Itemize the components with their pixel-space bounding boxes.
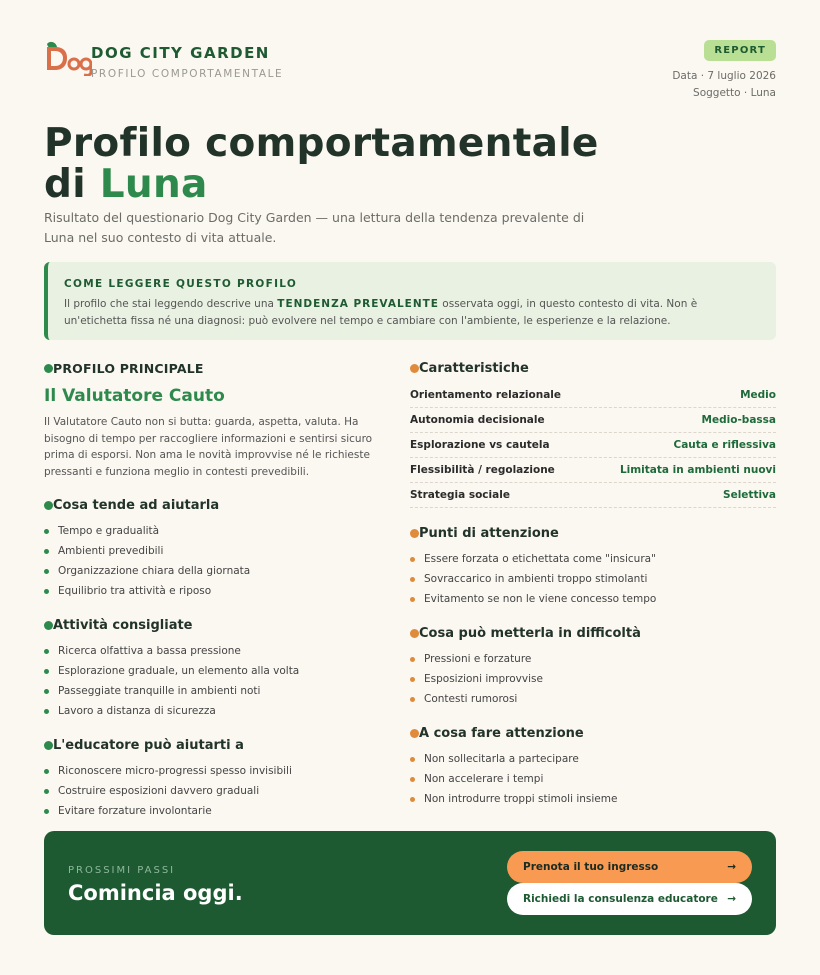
dog-name: Luna: [99, 162, 208, 207]
trait-row: [410, 433, 776, 458]
attention-list: [410, 549, 776, 609]
list-item: Tempo e gradualità: [44, 521, 394, 541]
trait-row: [410, 408, 776, 433]
reading-guide-emphasis: TENDENZA PREVALENTE: [277, 298, 439, 310]
profile-description: Il Valutatore Cauto non si butta: guarda, aspetta, valuta. Ha bisogno di tempo per raccogliere informazioni e sentirsi sicuro prima di esporsi. Non ama le novità improvvise né le richieste pressanti e funziona meglio in contesti prevedibili.: [44, 416, 373, 478]
trait-value: Limitata in ambienti nuovi: [619, 464, 776, 476]
list-item: Equilibrio tra attività e riposo: [44, 581, 394, 601]
trait-value: Medio: [740, 389, 776, 401]
list-item: Organizzazione chiara della giornata: [44, 561, 394, 581]
page-title: [44, 123, 599, 205]
list-item: Evitamento se non le viene concesso tempo: [410, 589, 776, 609]
list-item: Non accelerare i tempi: [410, 769, 776, 789]
title-line1: Profilo comportamentale: [44, 121, 599, 166]
list-item: Pressioni e forzature: [410, 649, 776, 669]
activities-heading: Attività consigliate: [44, 617, 394, 633]
trait-value: Medio-bassa: [701, 414, 776, 426]
reading-guide-title: COME LEGGERE QUESTO PROFILO: [64, 278, 298, 290]
bullet-dot-icon: [44, 621, 53, 630]
list-item: Sovraccarico in ambienti troppo stimolanti: [410, 569, 776, 589]
bullet-dot-icon: [410, 364, 419, 373]
trait-value: Cauta e riflessiva: [673, 439, 776, 451]
trait-label: Autonomia decisionale: [410, 414, 545, 426]
trait-row: [410, 383, 776, 408]
trait-row: [410, 458, 776, 483]
dog-logo-icon: [44, 40, 92, 76]
page-subtitle: Risultato del questionario Dog City Garden — una lettura della tendenza prevalente di Luna nel suo contesto di vita attuale.: [44, 210, 585, 245]
trait-label: Strategia sociale: [410, 489, 510, 501]
report-date: Data · 7 luglio 2026: [672, 70, 776, 82]
bullet-dot-icon: [44, 501, 53, 510]
request-consultation-button[interactable]: [507, 883, 752, 915]
trait-label: Flessibilità / regolazione: [410, 464, 555, 476]
profile-name: Il Valutatore Cauto: [44, 386, 225, 406]
careful-heading: A cosa fare attenzione: [410, 725, 776, 741]
list-item: Passeggiate tranquille in ambienti noti: [44, 681, 394, 701]
report-subject: Soggetto · Luna: [693, 87, 776, 99]
attention-heading: Punti di attenzione: [410, 525, 776, 541]
list-item: Ambienti prevedibili: [44, 541, 394, 561]
list-item: Esposizioni improvvise: [410, 669, 776, 689]
bullet-dot-icon: [410, 729, 419, 738]
arrow-right-icon: →: [727, 893, 736, 905]
trait-row: [410, 483, 776, 508]
book-entry-button[interactable]: [507, 851, 752, 883]
educator-list: [44, 761, 394, 821]
list-item: Evitare forzature involontarie: [44, 801, 394, 821]
reading-guide-text: Il profilo che stai leggendo descrive una TENDENZA PREVALENTE osservata oggi, in questo contesto di vita. Non è un'etichetta fissa né una diagnosi: può evolvere nel tempo e cambiare con l'ambiente, le esperienze e la relazione.: [64, 298, 698, 327]
brand-name: DOG CITY GARDEN: [91, 44, 270, 62]
trait-value: Selettiva: [723, 489, 776, 501]
trait-label: Orientamento relazionale: [410, 389, 562, 401]
difficulty-heading: Cosa può metterla in difficoltà: [410, 625, 776, 641]
list-item: Non sollecitarla a partecipare: [410, 749, 776, 769]
next-steps-banner: [44, 831, 776, 935]
list-item: Ricerca olfattiva a bassa pressione: [44, 641, 394, 661]
list-item: Riconoscere micro-progressi spesso invisibili: [44, 761, 394, 781]
helps-list: [44, 521, 394, 601]
brand-subtitle: PROFILO COMPORTAMENTALE: [91, 68, 284, 80]
book-entry-label: Prenota il tuo ingresso: [523, 861, 659, 873]
bullet-dot-icon: [410, 529, 419, 538]
title-line2-prefix: di: [44, 162, 100, 207]
report-header: [44, 40, 776, 104]
cta-kicker: PROSSIMI PASSI: [68, 865, 176, 876]
traits-table: [410, 383, 776, 508]
right-column: [410, 360, 776, 809]
trait-label: Esplorazione vs cautela: [410, 439, 550, 451]
report-badge: REPORT: [704, 40, 776, 61]
list-item: Esplorazione graduale, un elemento alla volta: [44, 661, 394, 681]
bullet-dot-icon: [410, 629, 419, 638]
activities-list: [44, 641, 394, 721]
helps-heading: Cosa tende ad aiutarla: [44, 497, 394, 513]
main-profile-heading: PROFILO PRINCIPALE: [44, 360, 394, 376]
list-item: Lavoro a distanza di sicurezza: [44, 701, 394, 721]
bullet-dot-icon: [44, 364, 53, 373]
educator-heading: L'educatore può aiutarti a: [44, 737, 394, 753]
list-item: Non introdurre troppi stimoli insieme: [410, 789, 776, 809]
list-item: Essere forzata o etichettata come "insicura": [410, 549, 776, 569]
request-consultation-label: Richiedi la consulenza educatore: [523, 893, 718, 905]
cta-title: Comincia oggi.: [68, 881, 243, 905]
careful-list: [410, 749, 776, 809]
reading-guide-box: [44, 262, 776, 340]
arrow-right-icon: →: [727, 861, 736, 873]
list-item: Contesti rumorosi: [410, 689, 776, 709]
list-item: Costruire esposizioni davvero graduali: [44, 781, 394, 801]
left-column: [44, 360, 394, 821]
difficulty-list: [410, 649, 776, 709]
traits-heading: Caratteristiche: [410, 360, 776, 376]
bullet-dot-icon: [44, 741, 53, 750]
